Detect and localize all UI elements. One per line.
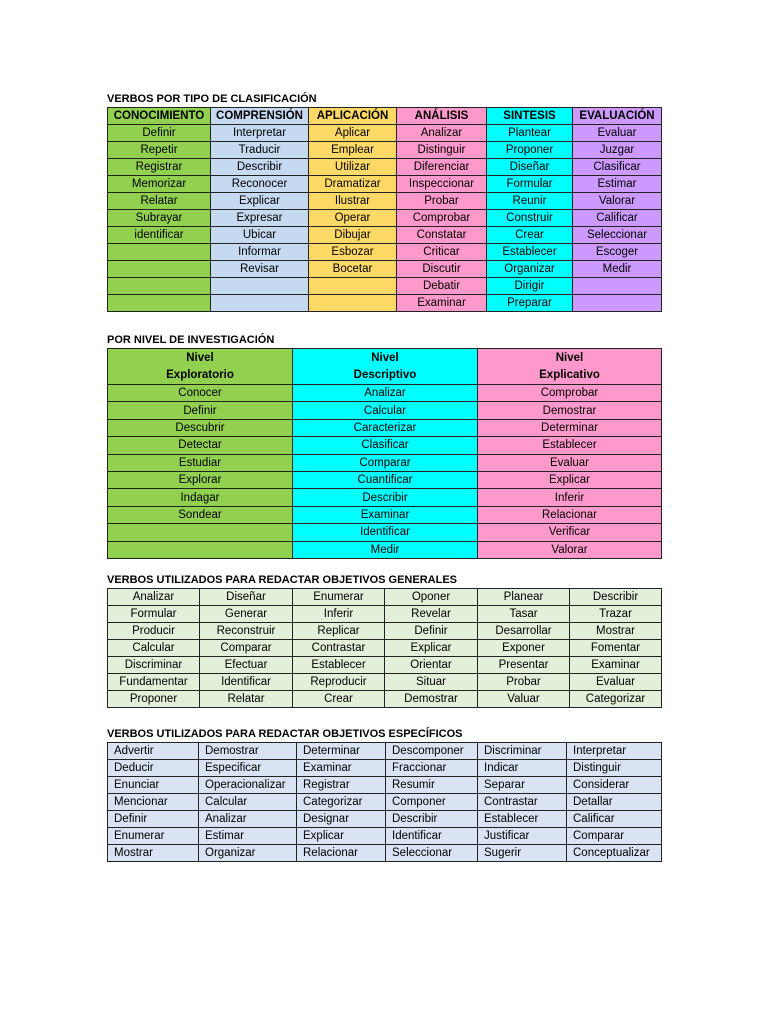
table-cell: Describir: [211, 159, 309, 176]
table-row: [108, 606, 662, 623]
table-cell: Componer: [386, 794, 478, 811]
table-cell: Identificar: [200, 674, 293, 691]
table-cell: [108, 244, 211, 261]
table-row: [108, 193, 662, 210]
column-header: ANÁLISIS: [397, 108, 487, 125]
table-row: [108, 159, 662, 176]
table-cell: [108, 541, 293, 558]
table-row: [108, 471, 662, 488]
table-cell: Memorizar: [108, 176, 211, 193]
table-cell: Plantear: [487, 125, 573, 142]
table-cell: Determinar: [297, 743, 386, 760]
column-header-descriptive: [293, 349, 478, 385]
table-cell: Inferir: [478, 489, 662, 506]
table-cell: Escoger: [573, 244, 662, 261]
table-cell: Comprobar: [397, 210, 487, 227]
table-cell: Reunir: [487, 193, 573, 210]
general-objectives-table: [107, 588, 662, 708]
table-cell: Deducir: [108, 760, 199, 777]
table-cell: Verificar: [478, 524, 662, 541]
table-row: [108, 385, 662, 402]
table-cell: Replicar: [293, 623, 385, 640]
table-cell: Evaluar: [570, 674, 662, 691]
column-header-exploratory: [108, 349, 293, 385]
table-cell: Enunciar: [108, 777, 199, 794]
table-cell: Desarrollar: [478, 623, 570, 640]
table-cell: Comparar: [200, 640, 293, 657]
header-line: Explicativo: [539, 368, 600, 381]
table-cell: Distinguir: [397, 142, 487, 159]
table-row: [108, 743, 662, 760]
table-cell: Bocetar: [309, 261, 397, 278]
table-cell: Estimar: [573, 176, 662, 193]
table-row: [108, 402, 662, 419]
table-cell: Esbozar: [309, 244, 397, 261]
column-header-explanatory: [478, 349, 662, 385]
table-cell: Mencionar: [108, 794, 199, 811]
table-cell: Enumerar: [108, 828, 199, 845]
table-cell: Calificar: [567, 811, 662, 828]
table-cell: Registrar: [297, 777, 386, 794]
table-cell: Revelar: [385, 606, 478, 623]
table-cell: Dirigir: [487, 278, 573, 295]
table-cell: Relacionar: [297, 845, 386, 862]
section-classification: [107, 92, 661, 312]
table-cell: Clasificar: [573, 159, 662, 176]
table-cell: Mostrar: [570, 623, 662, 640]
column-header: APLICACIÓN: [309, 108, 397, 125]
column-header: CONOCIMIENTO: [108, 108, 211, 125]
table-cell: Operar: [309, 210, 397, 227]
table-cell: Constatar: [397, 227, 487, 244]
table-header-row: [108, 108, 662, 125]
table-cell: Medir: [573, 261, 662, 278]
table-cell: Identificar: [386, 828, 478, 845]
table-cell: Informar: [211, 244, 309, 261]
table-cell: Proponer: [108, 691, 200, 708]
table-cell: Emplear: [309, 142, 397, 159]
table-cell: Efectuar: [200, 657, 293, 674]
table-cell: [211, 295, 309, 312]
section-specific-objectives: [107, 727, 661, 862]
table-row: [108, 295, 662, 312]
table-cell: Demostrar: [385, 691, 478, 708]
table-row: [108, 261, 662, 278]
table-cell: Definir: [108, 402, 293, 419]
specific-objectives-table: [107, 742, 662, 862]
table-cell: Inspeccionar: [397, 176, 487, 193]
table-cell: Indicar: [478, 760, 567, 777]
table-cell: Caracterizar: [293, 419, 478, 436]
table-cell: Estimar: [199, 828, 297, 845]
table-cell: Formular: [487, 176, 573, 193]
table-cell: Enumerar: [293, 589, 385, 606]
table-cell: Planear: [478, 589, 570, 606]
table-cell: Establecer: [487, 244, 573, 261]
table-cell: Orientar: [385, 657, 478, 674]
table-row: [108, 454, 662, 471]
table-cell: Separar: [478, 777, 567, 794]
table-cell: Producir: [108, 623, 200, 640]
table-row: [108, 489, 662, 506]
table-cell: Analizar: [199, 811, 297, 828]
table-row: [108, 777, 662, 794]
table-cell: Dramatizar: [309, 176, 397, 193]
table-cell: Trazar: [570, 606, 662, 623]
table-row: [108, 811, 662, 828]
table-cell: Reconstruir: [200, 623, 293, 640]
table-cell: Clasificar: [293, 437, 478, 454]
table-cell: Examinar: [570, 657, 662, 674]
table-cell: Demostrar: [478, 402, 662, 419]
table-row: [108, 794, 662, 811]
table-cell: Conocer: [108, 385, 293, 402]
table-cell: Crear: [293, 691, 385, 708]
table-cell: Exponer: [478, 640, 570, 657]
table-cell: Organizar: [199, 845, 297, 862]
section-research-level: [107, 333, 661, 559]
table-cell: Describir: [293, 489, 478, 506]
table-cell: [211, 278, 309, 295]
table-cell: Categorizar: [570, 691, 662, 708]
column-header: EVALUACIÓN: [573, 108, 662, 125]
general-objectives-table-body: [108, 589, 662, 708]
table-cell: Designar: [297, 811, 386, 828]
table-cell: Diferenciar: [397, 159, 487, 176]
table-cell: Presentar: [478, 657, 570, 674]
table-cell: Examinar: [297, 760, 386, 777]
table-cell: Comparar: [293, 454, 478, 471]
table-cell: Examinar: [293, 506, 478, 523]
table-cell: Determinar: [478, 419, 662, 436]
table-cell: Cuantificar: [293, 471, 478, 488]
table-cell: Contrastar: [478, 794, 567, 811]
table-cell: Demostrar: [199, 743, 297, 760]
table-cell: Criticar: [397, 244, 487, 261]
table-cell: Proponer: [487, 142, 573, 159]
table-cell: Valorar: [573, 193, 662, 210]
table-cell: Operacionalizar: [199, 777, 297, 794]
table-cell: Calcular: [293, 402, 478, 419]
table-cell: Tasar: [478, 606, 570, 623]
table-row: [108, 760, 662, 777]
table-cell: Registrar: [108, 159, 211, 176]
table-cell: [108, 295, 211, 312]
table-row: [108, 640, 662, 657]
table-row: [108, 278, 662, 295]
table-cell: Detallar: [567, 794, 662, 811]
table-row: [108, 691, 662, 708]
research-level-table: [107, 348, 662, 559]
table-cell: Explicar: [478, 471, 662, 488]
specific-objectives-table-body: [108, 743, 662, 862]
table-row: [108, 142, 662, 159]
table-cell: Interpretar: [567, 743, 662, 760]
table-cell: Advertir: [108, 743, 199, 760]
table-cell: Comprobar: [478, 385, 662, 402]
table-cell: Definir: [108, 125, 211, 142]
table-cell: Descomponer: [386, 743, 478, 760]
table-cell: Fraccionar: [386, 760, 478, 777]
table-row: [108, 828, 662, 845]
table-row: [108, 623, 662, 640]
table-cell: Calificar: [573, 210, 662, 227]
table-cell: Relatar: [200, 691, 293, 708]
table-cell: [309, 295, 397, 312]
table-cell: Revisar: [211, 261, 309, 278]
table-cell: Generar: [200, 606, 293, 623]
table-cell: Considerar: [567, 777, 662, 794]
table-cell: Seleccionar: [386, 845, 478, 862]
table-cell: Discutir: [397, 261, 487, 278]
table-row: [108, 524, 662, 541]
table-cell: Explicar: [297, 828, 386, 845]
table-cell: Seleccionar: [573, 227, 662, 244]
table-cell: Analizar: [293, 385, 478, 402]
table-cell: Oponer: [385, 589, 478, 606]
table-cell: Distinguir: [567, 760, 662, 777]
table-row: [108, 506, 662, 523]
table-cell: Interpretar: [211, 125, 309, 142]
table-row: [108, 244, 662, 261]
table-cell: Construir: [487, 210, 573, 227]
table-row: [108, 227, 662, 244]
table-cell: Expresar: [211, 210, 309, 227]
table-row: [108, 210, 662, 227]
table-cell: Explorar: [108, 471, 293, 488]
table-cell: Resumir: [386, 777, 478, 794]
table-cell: Especificar: [199, 760, 297, 777]
table-cell: Medir: [293, 541, 478, 558]
table-cell: Organizar: [487, 261, 573, 278]
header-line: Nivel: [555, 351, 584, 364]
table-cell: Mostrar: [108, 845, 199, 862]
table-cell: Crear: [487, 227, 573, 244]
table-cell: Ubicar: [211, 227, 309, 244]
table-cell: Traducir: [211, 142, 309, 159]
table-row: [108, 589, 662, 606]
table-cell: Repetir: [108, 142, 211, 159]
table-cell: Diseñar: [200, 589, 293, 606]
table-cell: Valuar: [478, 691, 570, 708]
table-cell: Describir: [386, 811, 478, 828]
table-cell: Identificar: [293, 524, 478, 541]
table-cell: Establecer: [478, 811, 567, 828]
table-cell: Evaluar: [478, 454, 662, 471]
table-cell: Definir: [108, 811, 199, 828]
table-cell: [108, 524, 293, 541]
column-header: SINTESIS: [487, 108, 573, 125]
table-cell: Conceptualizar: [567, 845, 662, 862]
table-cell: Relacionar: [478, 506, 662, 523]
table-row: [108, 657, 662, 674]
header-line: Descriptivo: [353, 368, 417, 381]
table-cell: Valorar: [478, 541, 662, 558]
table-row: [108, 845, 662, 862]
table-row: [108, 176, 662, 193]
header-line: Nivel: [371, 351, 399, 364]
table-cell: Indagar: [108, 489, 293, 506]
table-cell: [108, 278, 211, 295]
table-cell: Inferir: [293, 606, 385, 623]
table-cell: Aplicar: [309, 125, 397, 142]
section-general-objectives: [107, 573, 661, 708]
table-cell: Reproducir: [293, 674, 385, 691]
table-cell: Categorizar: [297, 794, 386, 811]
table-cell: Utilizar: [309, 159, 397, 176]
table-cell: Preparar: [487, 295, 573, 312]
section-title-research-level: POR NIVEL DE INVESTIGACIÓN: [107, 334, 275, 346]
table-cell: Justificar: [478, 828, 567, 845]
table-cell: Reconocer: [211, 176, 309, 193]
table-cell: Juzgar: [573, 142, 662, 159]
table-cell: [108, 261, 211, 278]
table-cell: [573, 295, 662, 312]
table-row: [108, 437, 662, 454]
table-cell: Explicar: [211, 193, 309, 210]
table-cell: Fomentar: [570, 640, 662, 657]
table-header-row: [108, 349, 662, 385]
table-cell: Formular: [108, 606, 200, 623]
classification-table-body: [108, 125, 662, 312]
table-cell: Diseñar: [487, 159, 573, 176]
table-cell: Describir: [570, 589, 662, 606]
table-cell: Dibujar: [309, 227, 397, 244]
research-level-table-body: [108, 385, 662, 559]
table-cell: [309, 278, 397, 295]
column-header: COMPRENSIÓN: [211, 108, 309, 125]
classification-table: [107, 107, 662, 312]
table-cell: Ilustrar: [309, 193, 397, 210]
table-cell: Definir: [385, 623, 478, 640]
table-row: [108, 125, 662, 142]
table-cell: Comparar: [567, 828, 662, 845]
table-cell: Discriminar: [478, 743, 567, 760]
table-cell: Subrayar: [108, 210, 211, 227]
table-cell: Discriminar: [108, 657, 200, 674]
table-cell: Detectar: [108, 437, 293, 454]
table-cell: Debatir: [397, 278, 487, 295]
table-cell: Contrastar: [293, 640, 385, 657]
section-title-specific-objectives: VERBOS UTILIZADOS PARA REDACTAR OBJETIVOS ESPECÍFICOS: [107, 728, 463, 740]
table-cell: identificar: [108, 227, 211, 244]
table-cell: Explicar: [385, 640, 478, 657]
table-cell: Probar: [397, 193, 487, 210]
table-cell: Evaluar: [573, 125, 662, 142]
section-title-classification: VERBOS POR TIPO DE CLASIFICACIÓN: [107, 93, 317, 105]
table-cell: Calcular: [199, 794, 297, 811]
table-cell: Descubrir: [108, 419, 293, 436]
header-line: Nivel: [186, 351, 214, 364]
table-cell: Establecer: [478, 437, 662, 454]
table-cell: Estudiar: [108, 454, 293, 471]
section-title-general-objectives: VERBOS UTILIZADOS PARA REDACTAR OBJETIVOS GENERALES: [107, 574, 457, 586]
table-cell: Probar: [478, 674, 570, 691]
table-cell: Relatar: [108, 193, 211, 210]
table-row: [108, 674, 662, 691]
table-row: [108, 419, 662, 436]
header-line: Exploratorio: [166, 368, 234, 381]
table-cell: Examinar: [397, 295, 487, 312]
table-row: [108, 541, 662, 558]
table-cell: Sugerir: [478, 845, 567, 862]
table-cell: [573, 278, 662, 295]
table-cell: Calcular: [108, 640, 200, 657]
table-cell: Analizar: [397, 125, 487, 142]
table-cell: Situar: [385, 674, 478, 691]
table-cell: Establecer: [293, 657, 385, 674]
table-cell: Fundamentar: [108, 674, 200, 691]
table-cell: Analizar: [108, 589, 200, 606]
table-cell: Sondear: [108, 506, 293, 523]
